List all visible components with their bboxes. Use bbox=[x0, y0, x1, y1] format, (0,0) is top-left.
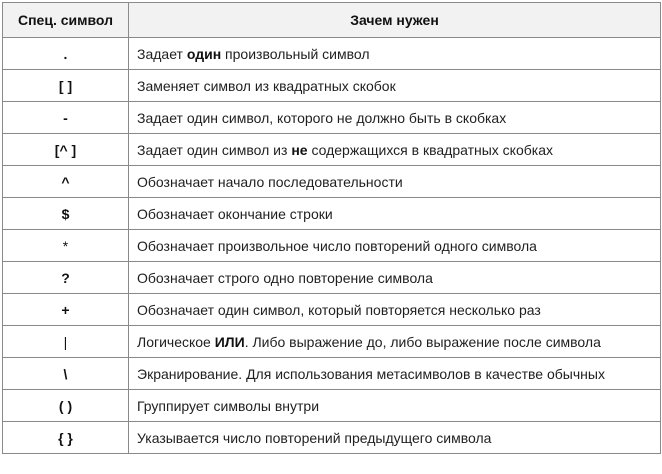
description-cell bbox=[129, 70, 661, 102]
description-text: Обозначает начало последовательности bbox=[137, 173, 403, 190]
symbol-cell: + bbox=[3, 294, 129, 326]
description-cell bbox=[129, 294, 661, 326]
description-cell bbox=[129, 326, 661, 358]
table-row bbox=[3, 38, 661, 70]
table-row bbox=[3, 230, 661, 262]
description-emphasis: один bbox=[186, 45, 222, 62]
description-emphasis: не bbox=[291, 141, 308, 158]
symbol-cell: * bbox=[3, 230, 129, 262]
symbol-cell: [ ] bbox=[3, 70, 129, 102]
description-text: Задает bbox=[137, 45, 187, 62]
table-row bbox=[3, 358, 661, 390]
column-header-purpose: Зачем нужен bbox=[129, 3, 661, 38]
description-text: Заменяет символ из квадратных скобок bbox=[137, 77, 396, 94]
regex-symbols-table-wrapper bbox=[2, 2, 660, 454]
symbol-cell: $ bbox=[3, 198, 129, 230]
symbol-cell: { } bbox=[3, 422, 129, 454]
regex-symbols-table bbox=[2, 2, 661, 454]
description-text: Логическое bbox=[137, 333, 215, 350]
description-text: произвольный символ bbox=[221, 45, 370, 62]
table-row bbox=[3, 166, 661, 198]
table-row bbox=[3, 262, 661, 294]
symbol-cell: ( ) bbox=[3, 390, 129, 422]
table-row bbox=[3, 134, 661, 166]
symbol-cell: [^ ] bbox=[3, 134, 129, 166]
description-cell bbox=[129, 38, 661, 70]
description-cell bbox=[129, 134, 661, 166]
description-cell bbox=[129, 198, 661, 230]
table-row bbox=[3, 102, 661, 134]
description-text: Задает один символ из bbox=[137, 141, 292, 158]
description-text: Экранирование. Для использования метасимволов в качестве обычных bbox=[137, 365, 605, 382]
description-text: . Либо выражение до, либо выражение после символа bbox=[244, 333, 601, 350]
description-cell bbox=[129, 358, 661, 390]
symbol-cell: ? bbox=[3, 262, 129, 294]
description-cell bbox=[129, 230, 661, 262]
symbol-cell: . bbox=[3, 38, 129, 70]
description-cell bbox=[129, 102, 661, 134]
description-text: Обозначает строго одно повторение символа bbox=[137, 269, 433, 286]
table-row bbox=[3, 198, 661, 230]
description-text: Обозначает окончание строки bbox=[137, 205, 333, 222]
table-row bbox=[3, 390, 661, 422]
table-header-row bbox=[3, 3, 661, 38]
symbol-cell: \ bbox=[3, 358, 129, 390]
description-cell bbox=[129, 262, 661, 294]
description-text: Указывается число повторений предыдущего символа bbox=[137, 429, 492, 446]
description-cell bbox=[129, 390, 661, 422]
column-header-symbol: Спец. символ bbox=[3, 3, 129, 38]
description-text: содержащихся в квадратных скобках bbox=[307, 141, 553, 158]
table-row bbox=[3, 422, 661, 454]
table-row bbox=[3, 294, 661, 326]
description-emphasis: ИЛИ bbox=[214, 333, 245, 350]
symbol-cell: ^ bbox=[3, 166, 129, 198]
symbol-cell: - bbox=[3, 102, 129, 134]
description-text: Задает один символ, которого не должно быть в скобках bbox=[137, 109, 507, 126]
description-cell bbox=[129, 422, 661, 454]
table-row bbox=[3, 70, 661, 102]
symbol-cell: | bbox=[3, 326, 129, 358]
description-text: Обозначает один символ, который повторяется несколько раз bbox=[137, 301, 541, 318]
table-row bbox=[3, 326, 661, 358]
description-text: Группирует символы внутри bbox=[137, 397, 320, 414]
description-text: Обозначает произвольное число повторений одного символа bbox=[137, 237, 537, 254]
description-cell bbox=[129, 166, 661, 198]
